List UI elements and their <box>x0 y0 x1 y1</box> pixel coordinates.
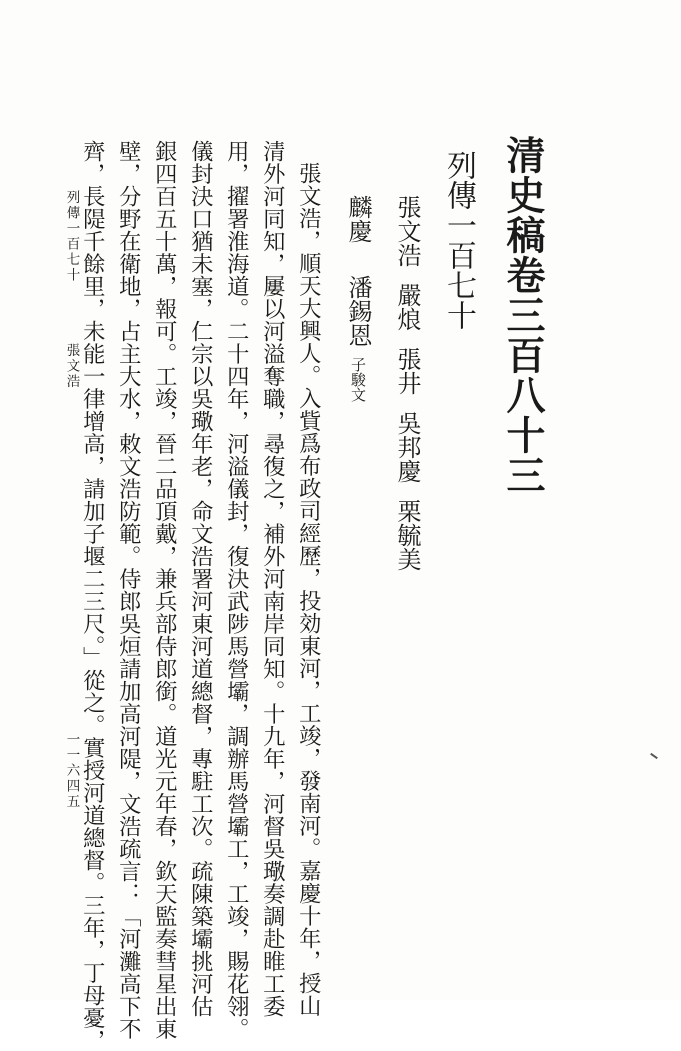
body-column: 銀四百五十萬，報可。工竣，晉二品頂戴，兼兵部侍郎銜。道光元年春，欽天監奏彗星出東 <box>151 140 178 1040</box>
body-column: 清外河同知，屢以河溢奪職，尋復之，補外河南岸同知。十九年，河督吳璥奏調赴睢工委 <box>259 140 286 1018</box>
body-column: 用，擢署淮海道。二十四年，河溢儀封，復決武陟馬營壩，調辦馬營壩工，工竣，賜花翎。 <box>223 140 250 1040</box>
body-column: 齊，長隄千餘里，未能一律增高，請加子堰二三尺。」從之。實授河道總督。三年，丁母憂， <box>79 140 106 1051</box>
body-column: 張文浩，順天大興人。入貲爲布政司經歷，投効東河，工竣，發南河。嘉慶十年，授山 <box>295 162 322 1017</box>
running-head-name: 張文浩 <box>63 343 80 390</box>
subject-name: 嚴烺 <box>393 283 421 331</box>
subject-name: 吳邦慶 <box>393 411 421 483</box>
subject-name: 潘錫恩 <box>344 275 372 347</box>
subject-name: 張井 <box>393 347 421 395</box>
subjects-line-1 <box>395 195 419 571</box>
page-number: 一一六四五 <box>63 732 80 810</box>
chapter-title: 列傳一百七十 <box>441 150 476 330</box>
running-head <box>64 190 78 390</box>
subject-note: 子駿文 <box>349 357 367 402</box>
running-head-section: 列傳一百七十 <box>63 190 80 283</box>
subjects-line-2 <box>346 195 370 402</box>
subject-name: 栗毓美 <box>393 499 421 571</box>
subject-name: 麟慶 <box>344 195 372 243</box>
body-column: 儀封決口猶未塞，仁宗以吳璥年老，命文浩署河東河道總督，專駐工次。疏陳築壩挑河估 <box>187 140 214 1018</box>
subject-name: 張文浩 <box>393 195 421 267</box>
body-column: 壁，分野在衛地，占主大水，敕文浩防範。侍郎吳烜請加高河隄，文浩疏言：「河灘高下不 <box>115 140 142 1040</box>
book-title: 清史稿卷三百八十三 <box>500 135 546 495</box>
scan-mark <box>650 753 658 759</box>
